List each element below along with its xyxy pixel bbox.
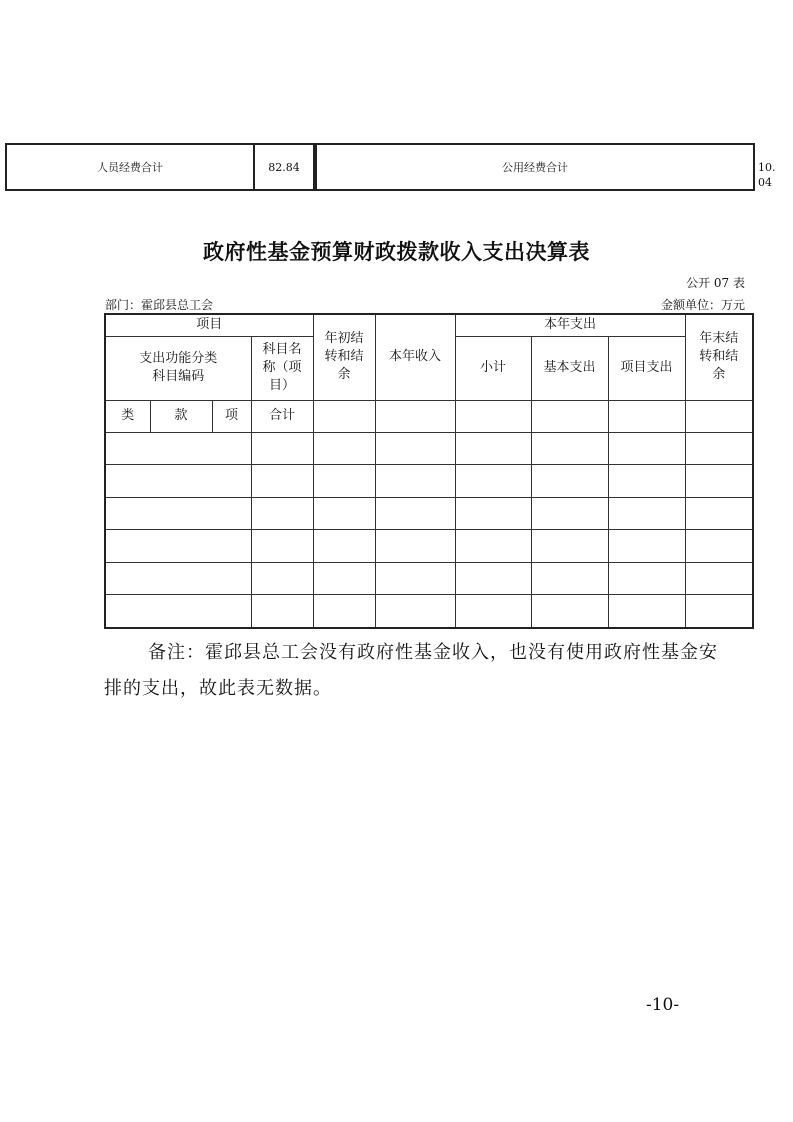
table-cell: [685, 562, 753, 595]
table-cell: [531, 497, 608, 530]
public-value: 10.04: [758, 161, 776, 189]
table-row: [105, 432, 753, 465]
table-cell: [375, 465, 455, 498]
table-cell: [608, 432, 685, 465]
table-cell: [375, 530, 455, 563]
table-cell: [608, 530, 685, 563]
department-label: 部门：霍邱县总工会: [105, 298, 214, 312]
remark-note: 备注：霍邱县总工会没有政府性基金收入，也没有使用政府性基金安排的支出，故此表无数据。: [104, 642, 718, 699]
table-cell: [313, 562, 375, 595]
table-cell: [313, 465, 375, 498]
table-cell: [251, 497, 313, 530]
header-xiang: 项: [212, 400, 251, 432]
table-cell: [531, 465, 608, 498]
header-begin-balance: 年初结 转和结 余: [313, 314, 375, 400]
header-end-balance: 年末结 转和结 余: [685, 314, 753, 400]
table-cell: [313, 497, 375, 530]
personnel-value-cell: [253, 143, 315, 191]
table-cell: [685, 497, 753, 530]
table-cell: [455, 530, 531, 563]
table-cell: [251, 465, 313, 498]
table-row: [105, 465, 753, 498]
header-project-expense: 项目支出: [608, 336, 685, 400]
personnel-label: 人员经费合计: [97, 161, 163, 174]
table-cell: [375, 432, 455, 465]
public-label: 公用经费合计: [502, 161, 568, 174]
header-kuan: 款: [150, 400, 212, 432]
table-cell: [375, 595, 455, 628]
table-cell: [105, 562, 251, 595]
table-cell: [608, 562, 685, 595]
table-row: [105, 595, 753, 628]
table-cell: [313, 530, 375, 563]
page-number: -10-: [646, 995, 680, 1015]
header-row-1: [105, 314, 753, 336]
table-cell: [608, 465, 685, 498]
table-cell: [455, 465, 531, 498]
personnel-value: 82.84: [268, 160, 300, 174]
table-cell: [455, 595, 531, 628]
table-cell: [313, 432, 375, 465]
table-cell: [455, 497, 531, 530]
amount-unit: 金额单位：万元: [660, 298, 745, 312]
table-cell: [251, 562, 313, 595]
table-cell: [608, 497, 685, 530]
table-cell: [685, 595, 753, 628]
table-cell: [105, 530, 251, 563]
header-lei: 类: [105, 400, 150, 432]
form-number: 公开 07 表: [686, 276, 745, 290]
header-income: 本年收入: [375, 314, 455, 400]
table-cell: [105, 497, 251, 530]
fund-budget-table: [104, 313, 754, 629]
summary-strip: [5, 143, 751, 191]
table-cell: [455, 562, 531, 595]
table-cell: [251, 595, 313, 628]
table-cell: [251, 530, 313, 563]
table-cell: [455, 432, 531, 465]
table-cell: [531, 530, 608, 563]
table-cell: [375, 562, 455, 595]
table-cell: [531, 432, 608, 465]
header-project: 项目: [105, 314, 313, 336]
table-cell: [375, 497, 455, 530]
table-body: [105, 432, 753, 628]
table-cell: [685, 530, 753, 563]
header-total: 合计: [251, 400, 313, 432]
header-subtotal: 小计: [455, 336, 531, 400]
table-cell: [685, 432, 753, 465]
table-cell: [685, 465, 753, 498]
table-row: [105, 562, 753, 595]
public-label-cell: [315, 143, 755, 191]
personnel-label-cell: [5, 143, 255, 191]
header-basic: 基本支出: [531, 336, 608, 400]
table-cell: [313, 595, 375, 628]
table-cell: [251, 432, 313, 465]
table-cell: [608, 595, 685, 628]
table-row: [105, 530, 753, 563]
header-subject-name: 科目名 称（项 目）: [251, 336, 313, 400]
header-row-3: [105, 400, 753, 432]
table-row: [105, 497, 753, 530]
table-cell: [105, 465, 251, 498]
table-cell: [531, 562, 608, 595]
header-func-class: 支出功能分类 科目编码: [105, 336, 251, 400]
header-expense-group: 本年支出: [455, 314, 685, 336]
report-title: 政府性基金预算财政拨款收入支出决算表: [203, 240, 590, 264]
table-cell: [105, 432, 251, 465]
table-cell: [531, 595, 608, 628]
table-cell: [105, 595, 251, 628]
